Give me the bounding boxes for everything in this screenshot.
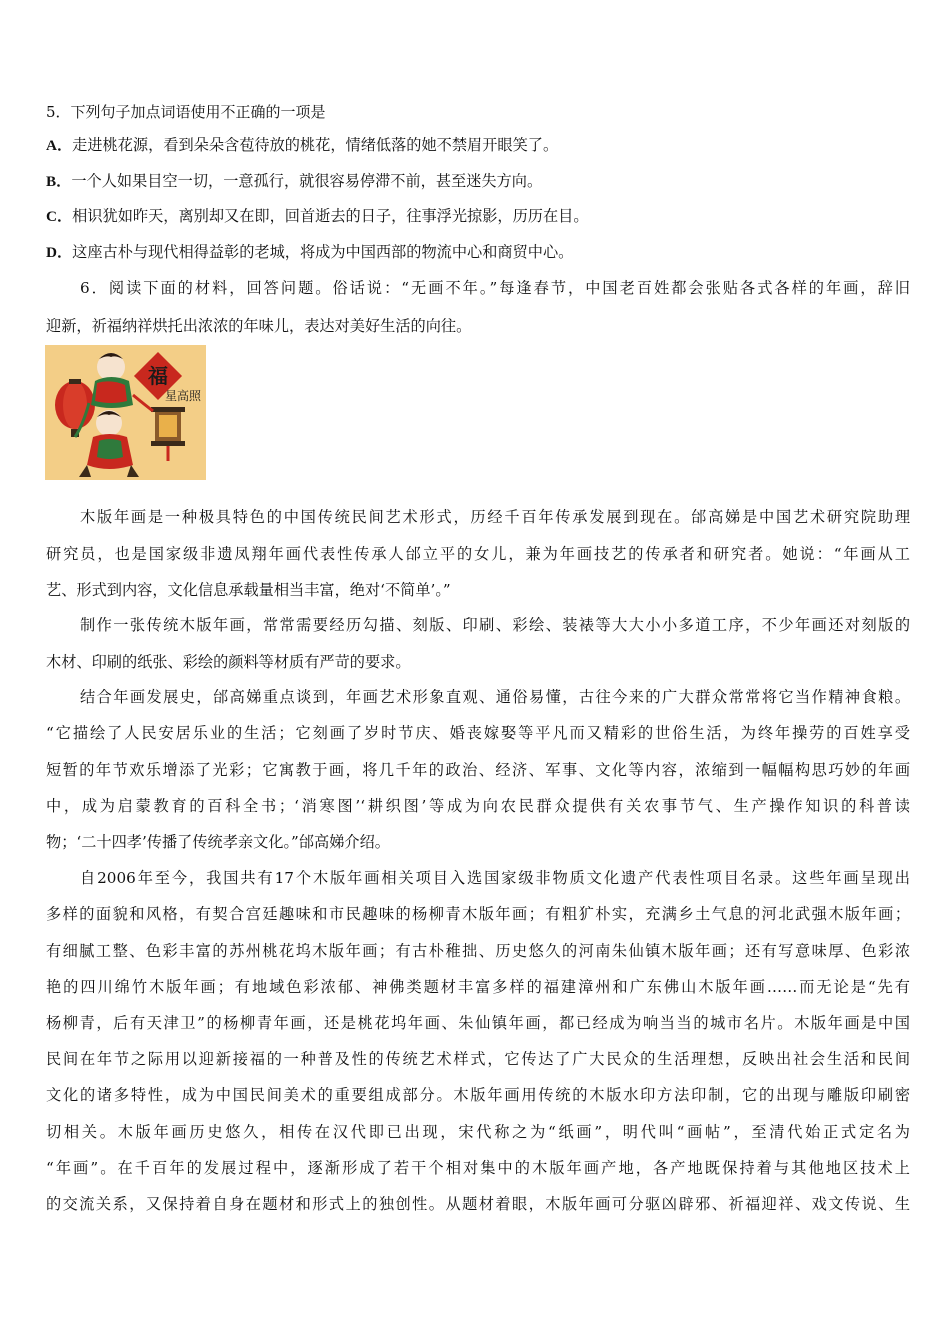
p4-line-10: 的交流关系，又保持着自身在题材和形式上的独创性。从题材着眼，木版年画可分驱凶辟邪、祈福迎祥、戏文传说、生 <box>46 1195 910 1213</box>
option-letter: C． <box>46 208 73 225</box>
option-text: 这座古朴与现代相得益彰的老城，将成为中国西部的物流中心和商贸中心。 <box>72 243 574 261</box>
p2-line-1: 制作一张传统木版年画，常常需要经历勾描、刻版、印刷、彩绘、装裱等大大小小多道工序，不少年画还对刻版的 <box>80 616 910 634</box>
option-letter: A． <box>46 137 73 154</box>
fu-character: 福 <box>148 364 168 388</box>
q5-option-d[interactable] <box>46 240 910 265</box>
image-caption: 星高照 <box>164 389 202 403</box>
p4-line-3: 有细腻工整、色彩丰富的苏州桃花坞木版年画；有古朴稚拙、历史悠久的河南朱仙镇木版年画；还有写意味厚、色彩浓 <box>46 942 910 960</box>
q6-intro-line-1: 6．阅读下面的材料，回答问题。俗话说：“无画不年。”每逢春节，中国老百姓都会张贴各式各样的年画，辞旧 <box>80 279 910 297</box>
p4-line-1: 自2006年至今，我国共有17个木版年画相关项目入选国家级非物质文化遗产代表性项目名录。这些年画呈现出 <box>80 869 910 887</box>
p4-line-4: 艳的四川绵竹木版年画；有地域色彩浓郁、神佛类题材丰富多样的福建漳州和广东佛山木版年画……而无论是“先有 <box>46 978 910 996</box>
p3-line-2: “它描绘了人民安居乐业的生活；它刻画了岁时节庆、婚丧嫁娶等平凡而又精彩的世俗生活，为终年操劳的百姓享受 <box>46 724 910 742</box>
nianhua-illustration <box>45 345 206 480</box>
p4-line-8: 切相关。木版年画历史悠久，相传在汉代即已出现，宋代称之为“纸画”，明代叫“画帖”，至清代始正式定名为 <box>46 1123 910 1141</box>
option-text: 走进桃花源，看到朵朵含苞待放的桃花，情绪低落的她不禁眉开眼笑了。 <box>72 136 559 154</box>
p4-line-5: 杨柳青，后有天津卫”的杨柳青年画，还是桃花坞年画、朱仙镇年画，都已经成为响当当的城市名片。木版年画是中国 <box>46 1014 910 1032</box>
p2-line-2: 木材、印刷的纸张、彩绘的颜料等材质有严苛的要求。 <box>46 653 411 671</box>
q5-stem: 5．下列句子加点词语使用不正确的一项是 <box>46 103 326 121</box>
option-letter: B． <box>46 173 72 190</box>
p3-line-1: 结合年画发展史，邰高娣重点谈到，年画艺术形象直观、通俗易懂，古往今来的广大群众常常将它当作精神食粮。 <box>80 688 910 706</box>
p4-line-2: 多样的面貌和风格，有契合宫廷趣味和市民趣味的杨柳青木版年画；有粗犷朴实，充满乡土气息的河北武强木版年画； <box>46 905 910 923</box>
q6-intro-line-2: 迎新，祈福纳祥烘托出浓浓的年味儿，表达对美好生活的向往。 <box>46 317 472 335</box>
option-text: 相识犹如昨天，离别却又在即，回首逝去的日子，往事浮光掠影，历历在目。 <box>72 207 589 225</box>
p3-line-4: 中，成为启蒙教育的百科全书；‘消寒图’‘耕织图’等成为向农民群众提供有关农事节气、生产操作知识的科普读 <box>46 797 910 815</box>
p3-line-3: 短暂的年节欢乐增添了光彩；它寓教于画，将几千年的政治、经济、军事、文化等内容，浓缩到一幅幅构思巧妙的年画 <box>46 761 910 779</box>
option-letter: D． <box>46 244 73 261</box>
p4-line-9: “年画”。在千百年的发展过程中，逐渐形成了若干个相对集中的木版年画产地，各产地既保持着与其他地区技术上 <box>46 1159 910 1177</box>
p4-line-7: 文化的诸多特性，成为中国民间美术的重要组成部分。木版年画用传统的木版水印方法印制，它的出现与雕版印刷密 <box>46 1086 910 1104</box>
p1-line-1: 木版年画是一种极具特色的中国传统民间艺术形式，历经千百年传承发展到现在。邰高娣是中国艺术研究院助理 <box>80 508 910 526</box>
q5-option-c[interactable] <box>46 204 910 229</box>
option-text: 一个人如果目空一切，一意孤行，就很容易停滞不前，甚至迷失方向。 <box>71 172 543 190</box>
p1-line-3: 艺、形式到内容，文化信息承载量相当丰富，绝对‘不简单’。” <box>46 581 451 599</box>
q5-option-a[interactable] <box>46 133 910 158</box>
q5-option-b[interactable] <box>46 169 910 194</box>
p4-line-6: 民间在年节之际用以迎新接福的一种普及性的传统艺术样式，它传达了广大民众的生活理想，反映出社会生活和民间 <box>46 1050 910 1068</box>
nianhua-image <box>45 345 206 480</box>
p1-line-2: 研究员，也是国家级非遗凤翔年画代表性传承人邰立平的女儿，兼为年画技艺的传承者和研究者。她说：“年画从工 <box>46 545 910 563</box>
p3-line-5: 物；‘二十四孝’传播了传统孝亲文化。”邰高娣介绍。 <box>46 833 390 851</box>
